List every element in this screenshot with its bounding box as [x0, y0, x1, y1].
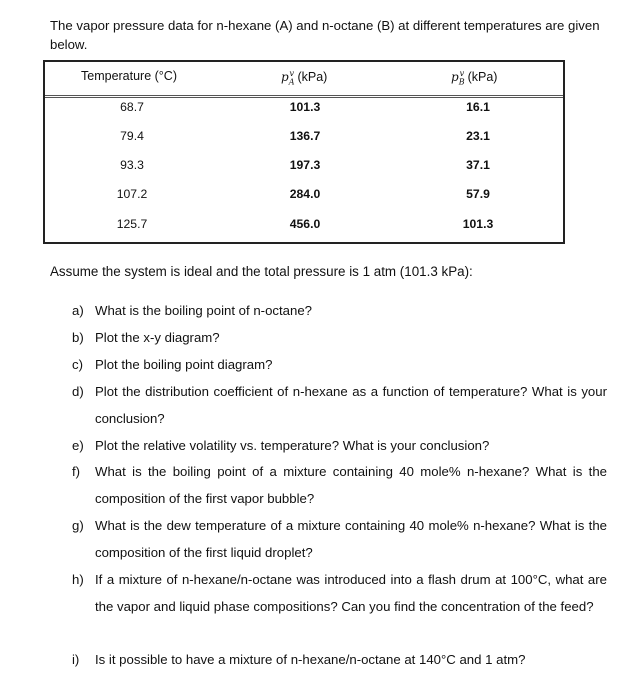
question-text: Plot the distribution coefficient of n-hexane as a function of temperature? What is your conclusion?	[95, 384, 607, 426]
question-text: Plot the boiling point diagram?	[95, 357, 273, 372]
cell-pb: 16.1	[466, 100, 490, 114]
question-label: c)	[72, 357, 83, 372]
cell-temp: 79.4	[120, 129, 144, 143]
cell-pa: 101.3	[289, 100, 321, 114]
vapor-pressure-table	[43, 60, 565, 244]
pb-sub: B	[458, 77, 465, 87]
pb-symbol: p	[451, 70, 459, 84]
pa-unit: (kPa)	[297, 70, 328, 84]
header-vapor-pressure-a	[281, 69, 327, 86]
cell-temp: 68.7	[120, 100, 144, 114]
cell-pb: 57.9	[466, 187, 490, 201]
cell-temp: 125.7	[116, 217, 148, 231]
question-label: g)	[72, 518, 84, 533]
cell-pb: 23.1	[466, 129, 490, 143]
question-label: a)	[72, 303, 84, 318]
question-label: d)	[72, 384, 84, 399]
question-text: If a mixture of n-hexane/n-octane was introduced into a flash drum at 100°C, what are the vapor and liquid phase compositions? Can you find the concentration of the feed?	[95, 572, 607, 614]
cell-temp: 107.2	[116, 187, 148, 201]
cell-pa: 456.0	[289, 217, 321, 231]
pb-sup: v	[459, 69, 465, 78]
cell-pa: 284.0	[289, 187, 321, 201]
assumption-text: Assume the system is ideal and the total pressure is 1 atm (101.3 kPa):	[50, 264, 473, 279]
cell-pb: 37.1	[466, 158, 490, 172]
pb-unit: (kPa)	[467, 70, 498, 84]
pa-sup: v	[289, 69, 294, 78]
question-text: Is it possible to have a mixture of n-hexane/n-octane at 140°C and 1 atm?	[95, 652, 526, 667]
question-text: Plot the relative volatility vs. temperature? What is your conclusion?	[95, 438, 490, 453]
question-text: What is the dew temperature of a mixture containing 40 mole% n-hexane? What is the composition of the first liquid droplet?	[95, 518, 607, 560]
question-text: What is the boiling point of a mixture containing 40 mole% n-hexane? What is the composition of the first vapor bubble?	[95, 464, 607, 506]
pa-symbol: p	[281, 70, 289, 84]
question-text: What is the boiling point of n-octane?	[95, 303, 312, 318]
header-divider	[45, 95, 563, 98]
cell-pa: 197.3	[289, 158, 321, 172]
question-label: h)	[72, 572, 84, 587]
question-label: f)	[72, 464, 81, 479]
intro-text: The vapor pressure data for n-hexane (A) and n-octane (B) at different temperatures are given below.	[50, 18, 600, 52]
cell-temp: 93.3	[120, 158, 144, 172]
header-temperature: Temperature (°C)	[81, 69, 177, 83]
header-vapor-pressure-b	[451, 69, 497, 86]
question-label: i)	[72, 652, 80, 667]
question-text: Plot the x-y diagram?	[95, 330, 220, 345]
cell-pa: 136.7	[289, 129, 321, 143]
question-label: b)	[72, 330, 84, 345]
pa-sub: A	[288, 77, 295, 87]
question-label: e)	[72, 438, 84, 453]
cell-pb: 101.3	[462, 217, 494, 231]
